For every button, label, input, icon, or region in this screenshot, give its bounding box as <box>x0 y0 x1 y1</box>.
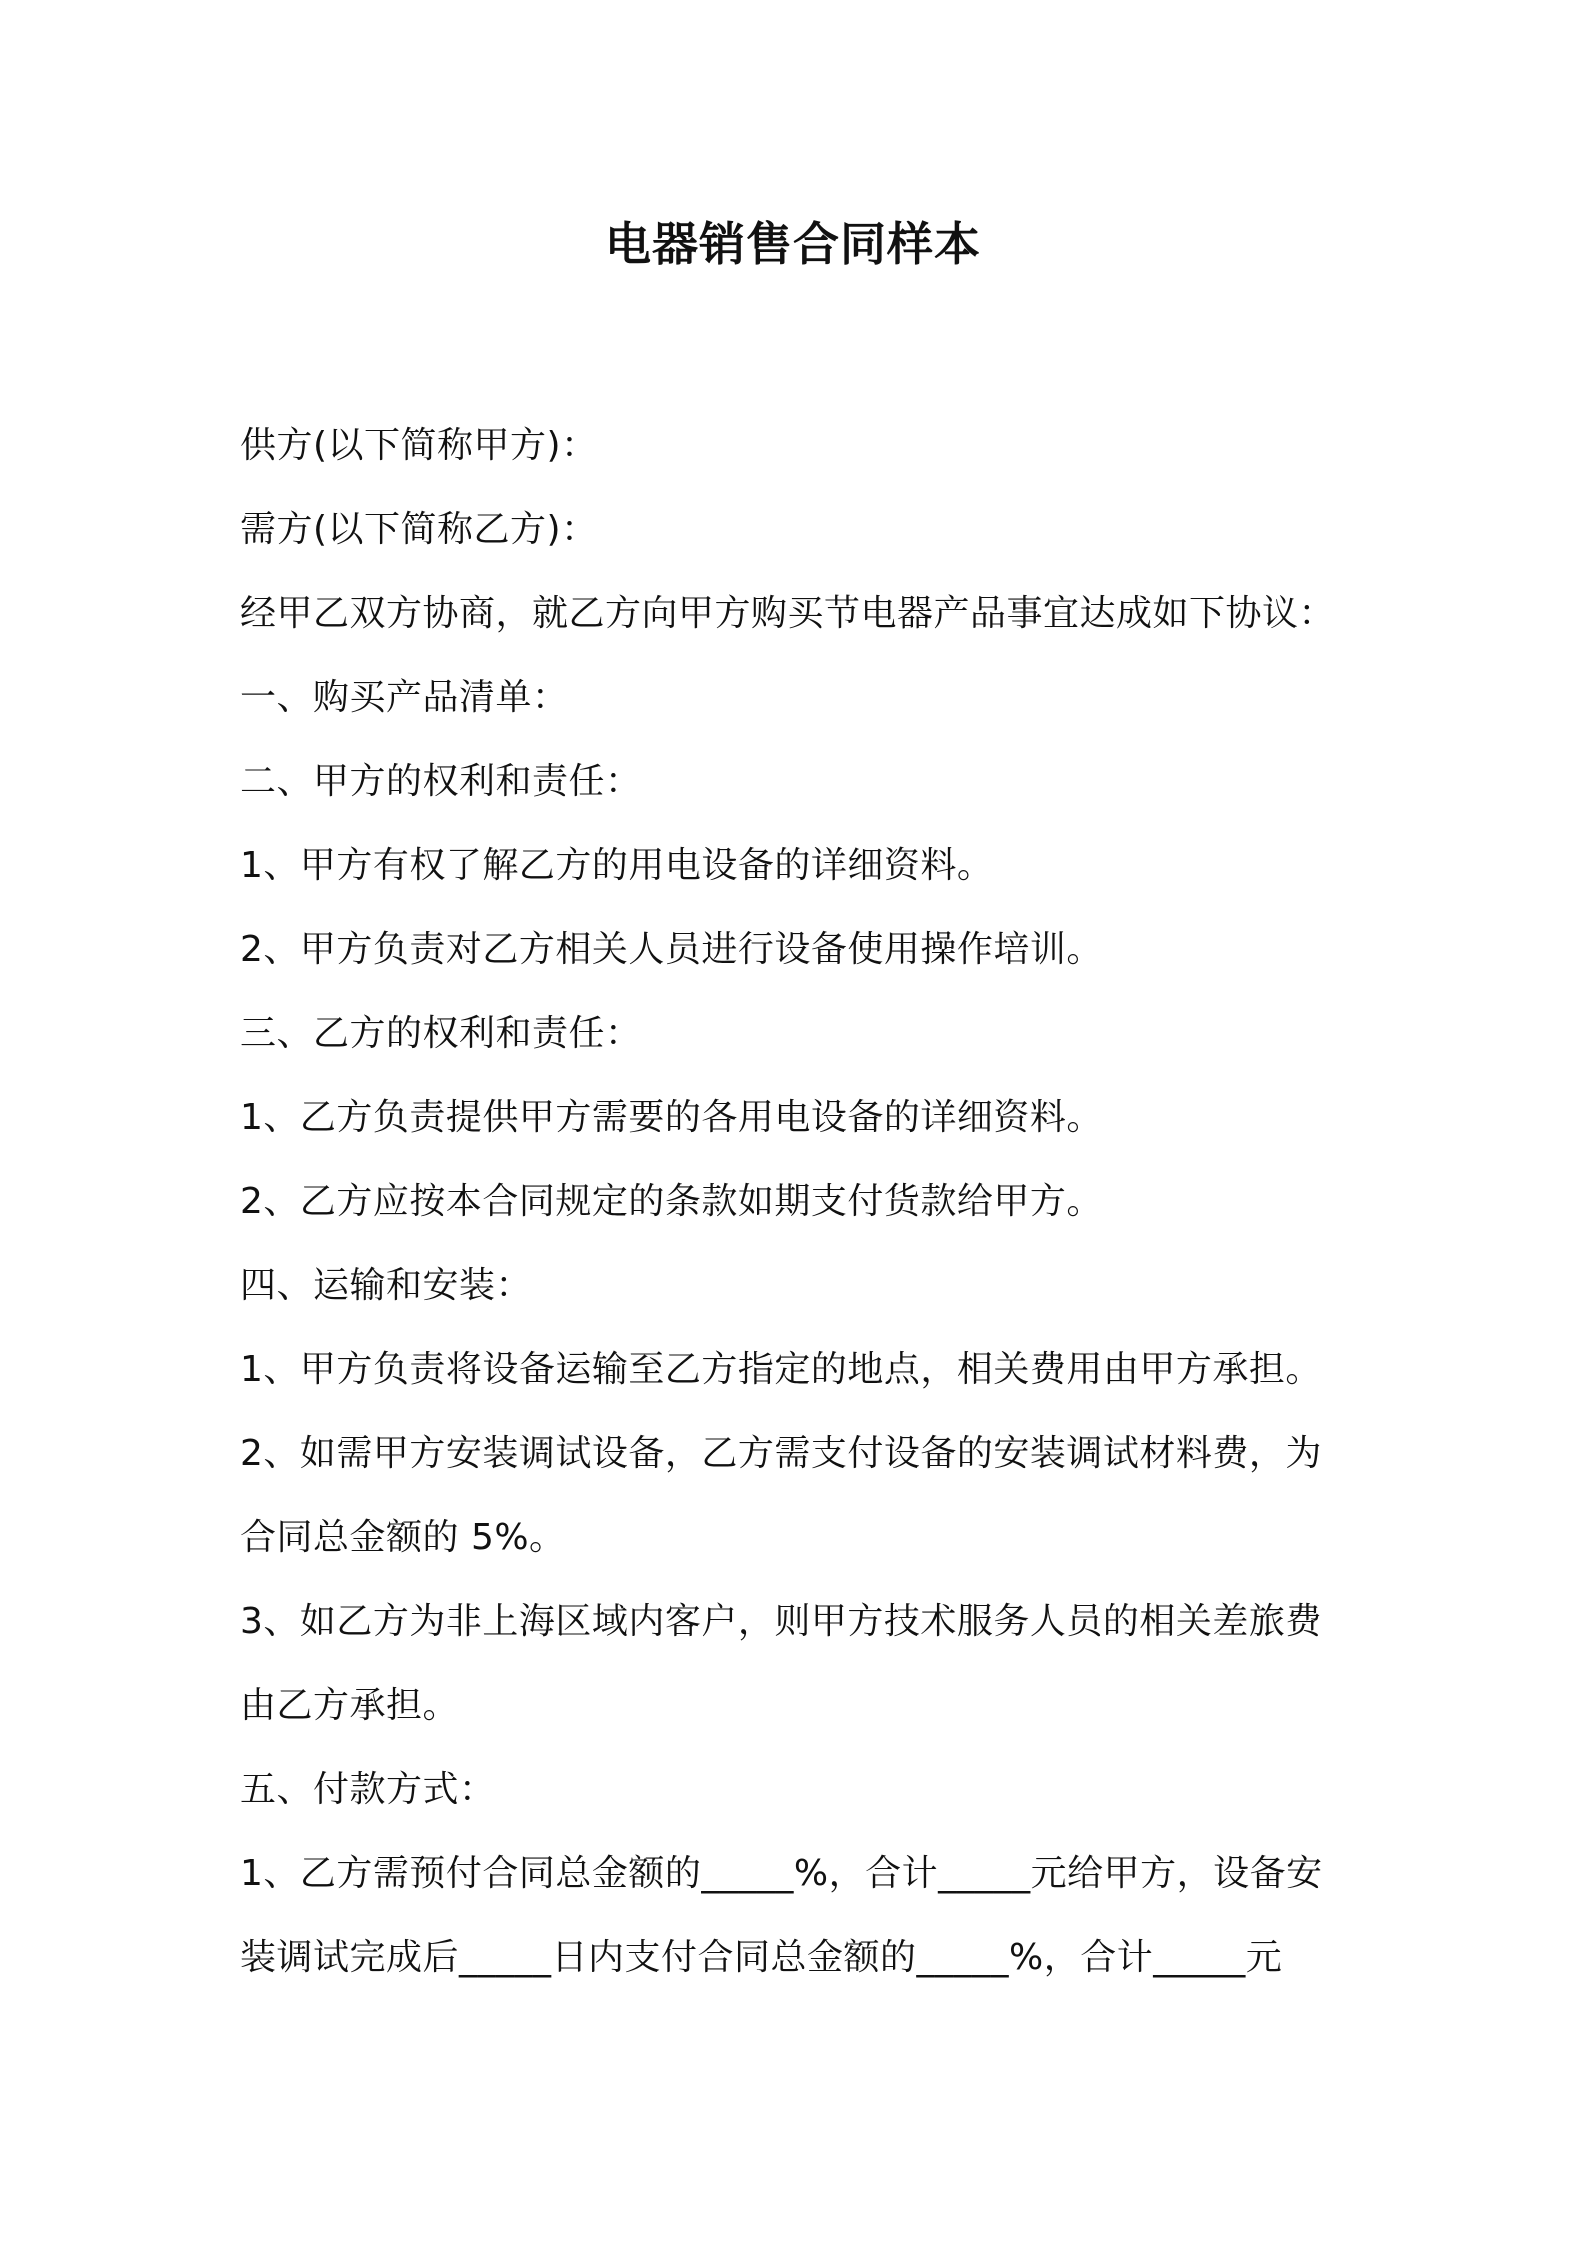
document-body <box>240 404 1360 2000</box>
section-heading: 二、甲方的权利和责任： <box>240 761 642 802</box>
section-heading: 五、付款方式： <box>240 1769 496 1810</box>
clause-line-continuation: 装调试完成后_____日内支付合同总金额的_____%，合计_____元 <box>240 1937 1283 1978</box>
section-heading: 一、购买产品清单： <box>240 677 569 718</box>
clause-line: 1、乙方负责提供甲方需要的各用电设备的详细资料。 <box>240 1097 1103 1138</box>
supplier-line: 供方(以下简称甲方)： <box>240 425 598 466</box>
section-heading: 三、乙方的权利和责任： <box>240 1013 642 1054</box>
clause-line-continuation: 由乙方承担。 <box>240 1685 460 1726</box>
section-heading: 四、运输和安装： <box>240 1265 533 1306</box>
clause-line: 2、如需甲方安装调试设备，乙方需支付设备的安装调试材料费，为 <box>240 1433 1322 1474</box>
clause-line-continuation: 合同总金额的 5%。 <box>240 1517 566 1558</box>
clause-line: 1、甲方负责将设备运输至乙方指定的地点，相关费用由甲方承担。 <box>240 1349 1322 1390</box>
clause-line: 1、乙方需预付合同总金额的_____%，合计_____元给甲方，设备安 <box>240 1853 1323 1894</box>
clause-line: 3、如乙方为非上海区域内客户，则甲方技术服务人员的相关差旅费 <box>240 1601 1322 1642</box>
document-title: 电器销售合同样本 <box>605 217 981 271</box>
buyer-line: 需方(以下简称乙方)： <box>240 509 598 550</box>
clause-line: 2、甲方负责对乙方相关人员进行设备使用操作培训。 <box>240 929 1103 970</box>
clause-line: 1、甲方有权了解乙方的用电设备的详细资料。 <box>240 845 994 886</box>
clause-line: 2、乙方应按本合同规定的条款如期支付货款给甲方。 <box>240 1181 1103 1222</box>
preamble-line: 经甲乙双方协商，就乙方向甲方购买节电器产品事宜达成如下协议： <box>240 593 1336 634</box>
